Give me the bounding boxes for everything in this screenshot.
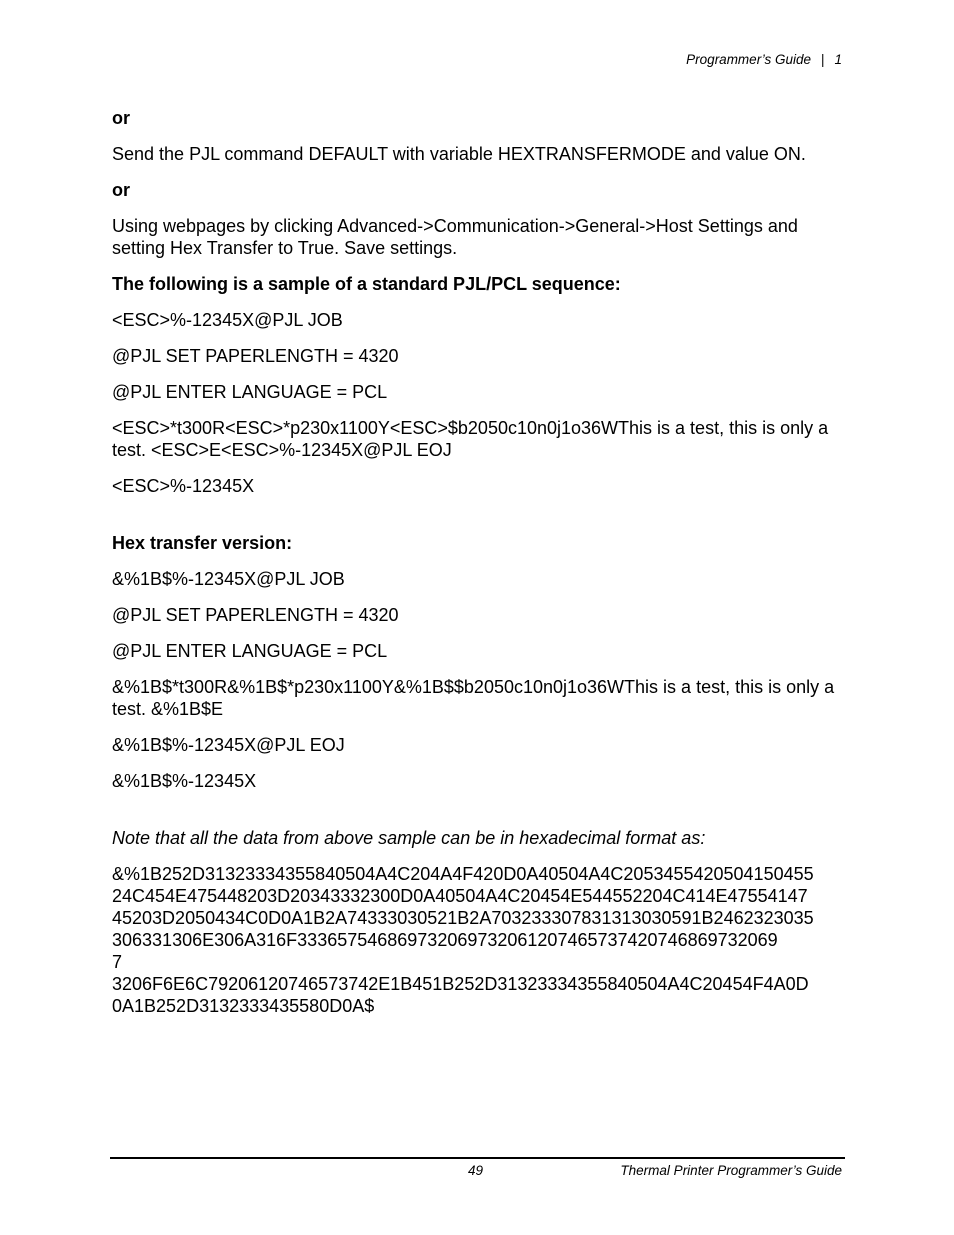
hex-line-pcl-data: &%1B$*t300R&%1B$*p230x1100Y&%1B$$b2050c10n0j1o36WThis is a test, this is only a test. &%1B$E (112, 677, 835, 719)
document-body (112, 107, 847, 1031)
code-line-language: @PJL ENTER LANGUAGE = PCL (112, 382, 388, 402)
note-hexadecimal: Note that all the data from above sample can be in hexadecimal format as: (112, 828, 706, 848)
hex-line-eoj: &%1B$%-12345X@PJL EOJ (112, 735, 345, 755)
code-line-pcl-data: <ESC>*t300R<ESC>*p230x1100Y<ESC>$b2050c10n0j1o36WThis is a test, this is only a test. <ESC>E<ESC>%-12345X@PJL EOJ (112, 418, 829, 460)
heading-standard-sequence: The following is a sample of a standard PJL/PCL sequence: (112, 274, 621, 294)
spacer (112, 511, 847, 532)
running-header (686, 52, 842, 67)
paragraph-pjl-default: Send the PJL command DEFAULT with variable HEXTRANSFERMODE and value ON. (112, 144, 806, 164)
hex-line-paperlength: @PJL SET PAPERLENGTH = 4320 (112, 605, 399, 625)
footer-rule (110, 1157, 845, 1159)
header-separator: | (820, 52, 825, 67)
hex-data-block: &%1B252D31323334355840504A4C204A4F420D0A40504A4C2053455420504150455 24C454E475448203D20343332300D0A40504A4C20454E544552204C414E47554147 45203D2050434C0D0A1B2A74333030521B2A703233307831313030591B2462323035 306331306E306A316F333657546869732069732061207465737420746869732069 7 3206F6E6C79206120746573742E1B451B252D31323334355840504A4C20454F4A0D 0A1B252D3132333435580D0A$ (112, 864, 814, 1016)
heading-hex-transfer: Hex transfer version: (112, 533, 293, 553)
code-line-job: <ESC>%-12345X@PJL JOB (112, 310, 343, 330)
code-line-end: <ESC>%-12345X (112, 476, 255, 496)
footer-page-number: 49 (468, 1163, 484, 1178)
hex-line-job: &%1B$%-12345X@PJL JOB (112, 569, 345, 589)
paragraph-webpages: Using webpages by clicking Advanced->Communication->General->Host Settings and setting Hex Transfer to True. Save settings. (112, 216, 798, 258)
header-page-number: 1 (834, 52, 842, 67)
header-title: Programmer’s Guide (686, 52, 811, 67)
paragraph-or-2: or (112, 180, 130, 200)
code-line-paperlength: @PJL SET PAPERLENGTH = 4320 (112, 346, 399, 366)
spacer (112, 806, 847, 827)
hex-line-end: &%1B$%-12345X (112, 771, 257, 791)
paragraph-or-1: or (112, 108, 130, 128)
footer-doc-title: Thermal Printer Programmer’s Guide (620, 1163, 842, 1178)
hex-line-language: @PJL ENTER LANGUAGE = PCL (112, 641, 388, 661)
